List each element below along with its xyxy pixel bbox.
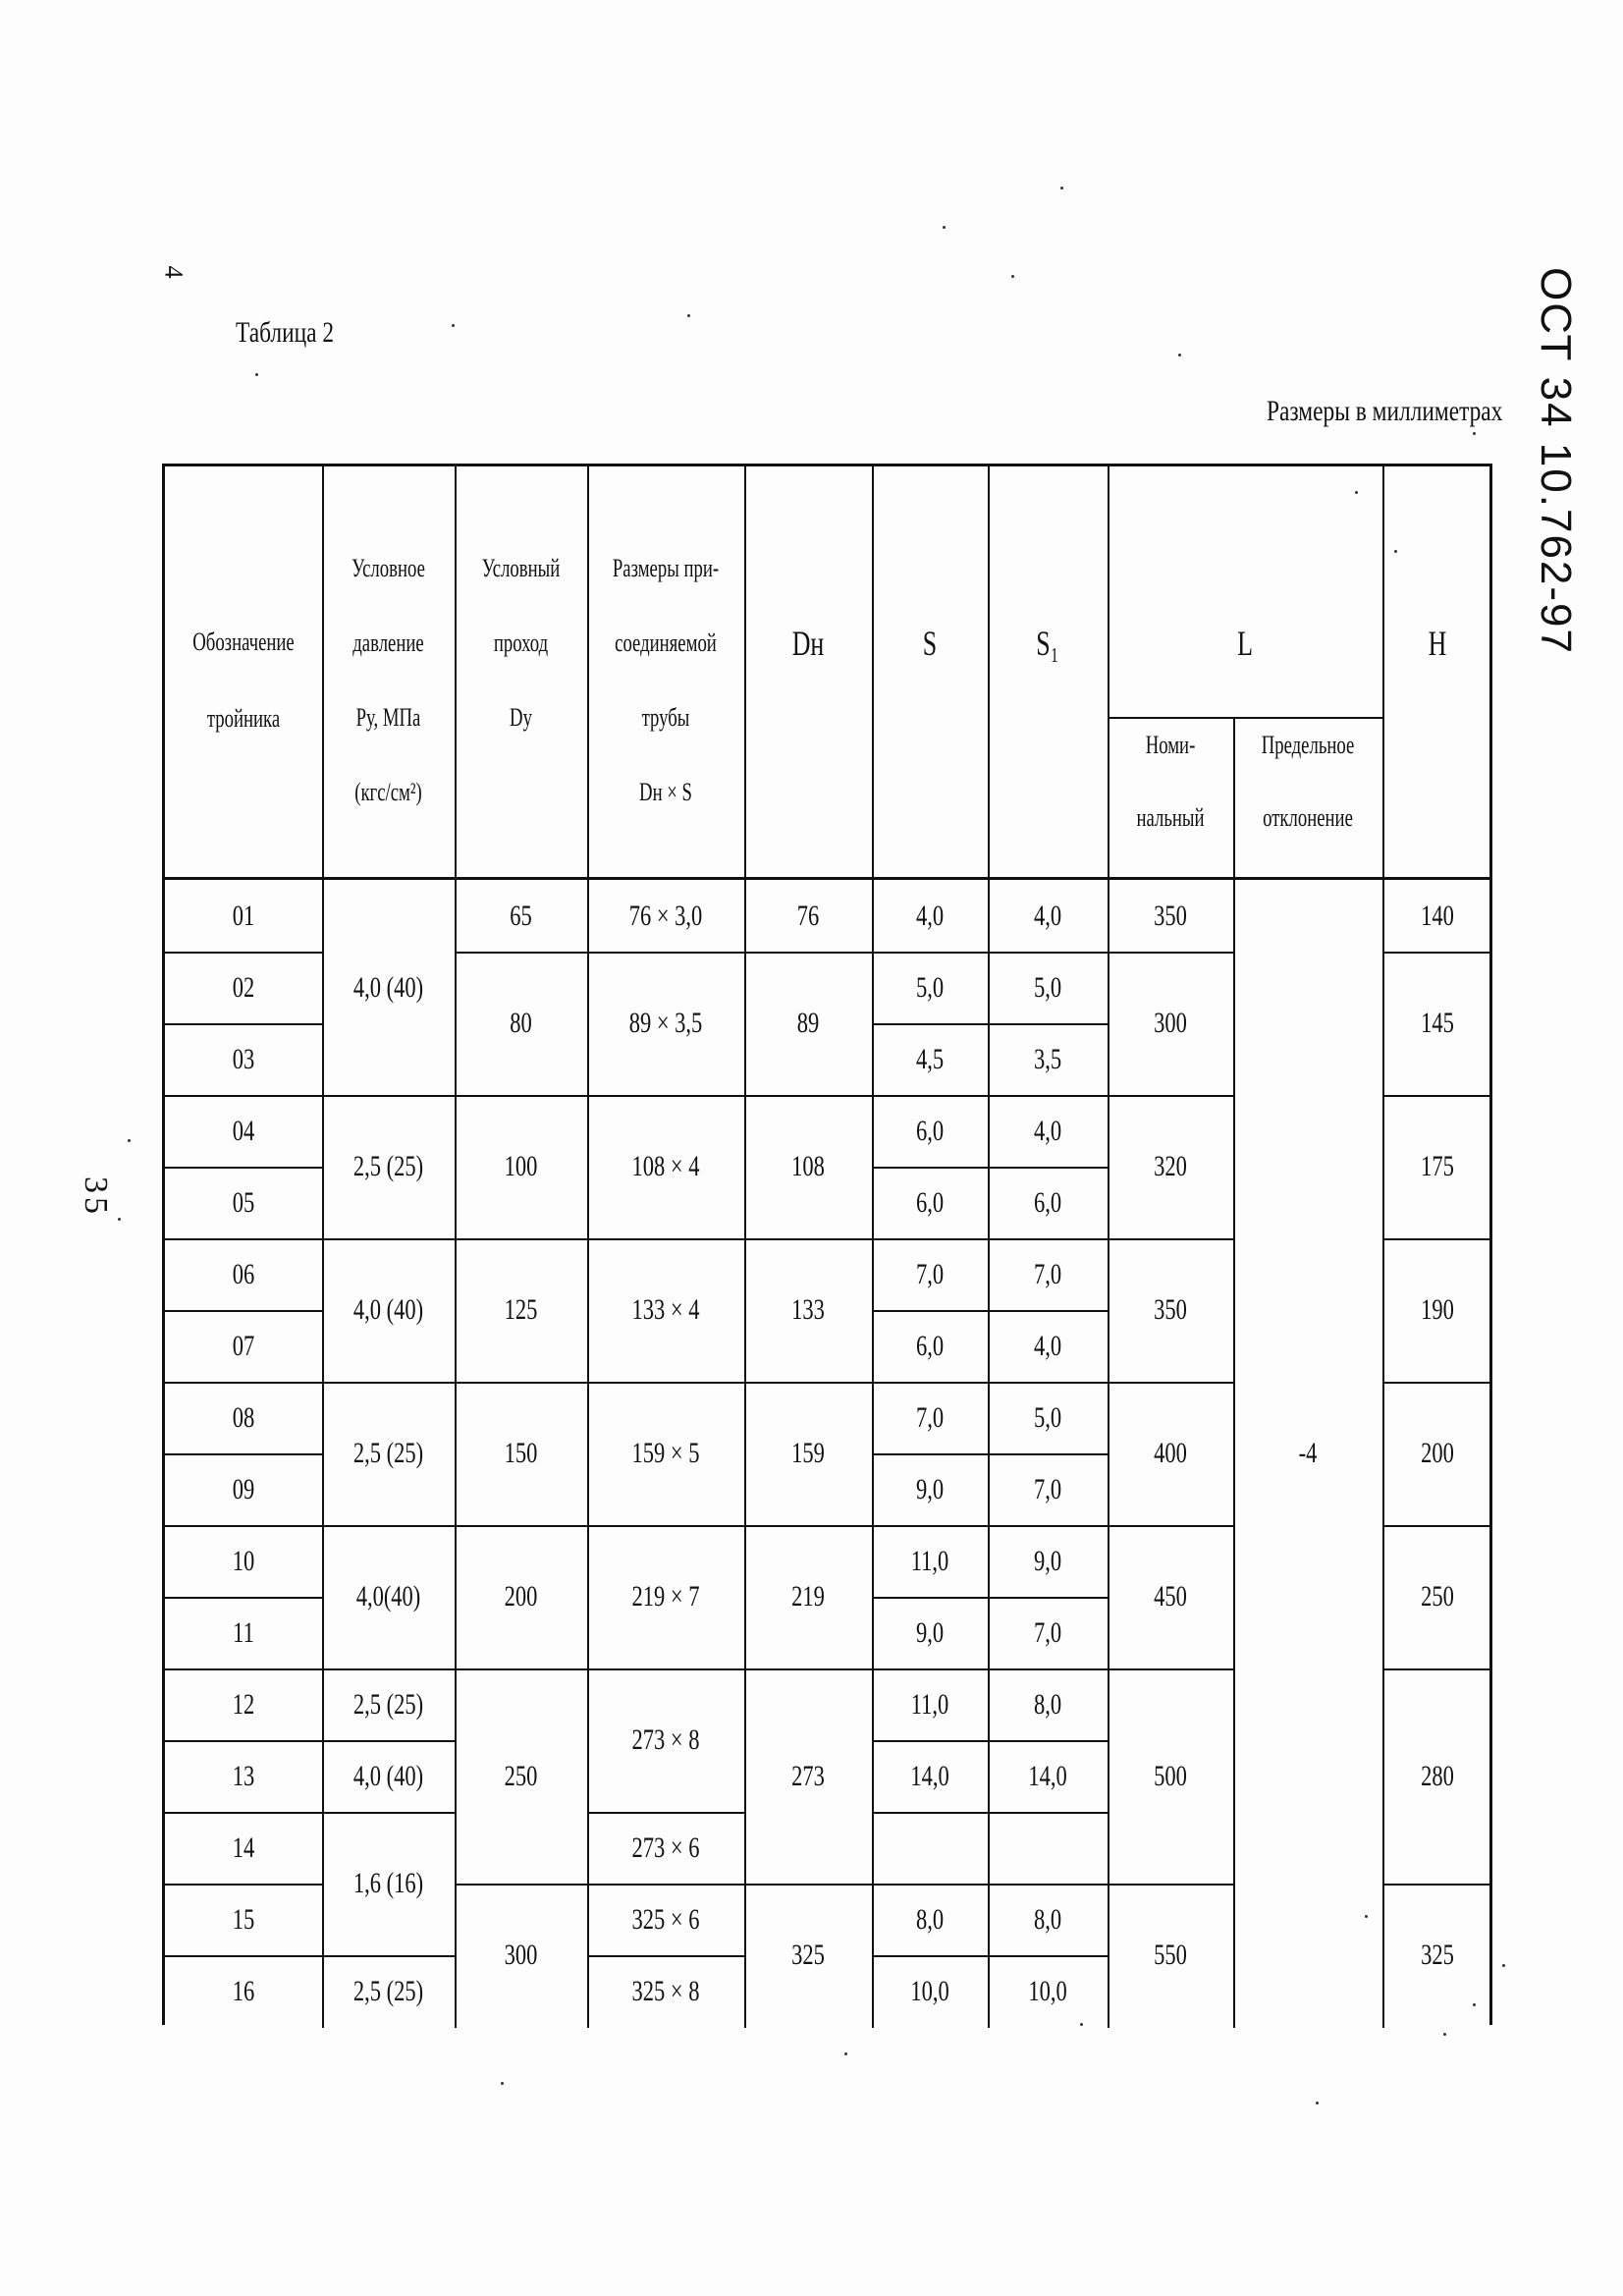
s-cell: 4,0 <box>915 899 945 932</box>
passage-cell: 300 <box>504 1939 538 1971</box>
l-nominal-cell: 320 <box>1154 1150 1187 1182</box>
s-cell: 6,0 <box>915 1329 945 1362</box>
dn-cell: 325 <box>791 1939 825 1971</box>
pressure-cell: 4,0 (40) <box>352 1759 424 1792</box>
dn-cell: 108 <box>791 1150 825 1182</box>
s-cell: 10,0 <box>910 1974 949 2007</box>
passage-cell: 125 <box>504 1293 538 1326</box>
pressure-cell: 4,0(40) <box>355 1580 421 1613</box>
s1-cell <box>1004 1813 1092 1884</box>
header-l: L <box>1237 624 1253 663</box>
scan-speck <box>943 226 946 229</box>
designation-cell: 13 <box>232 1759 255 1792</box>
designation-cell: 09 <box>232 1472 255 1505</box>
scan-speck <box>1316 2102 1319 2105</box>
header-dn: Dн <box>791 624 825 663</box>
header-designation: Обозначение тройника <box>192 628 295 733</box>
passage-cell: 150 <box>504 1437 538 1469</box>
designation-cell: 10 <box>232 1544 255 1577</box>
s1-cell: 9,0 <box>1033 1544 1062 1577</box>
h-cell: 280 <box>1421 1759 1454 1792</box>
scan-speck <box>1443 2033 1446 2036</box>
h-cell: 145 <box>1421 1007 1454 1039</box>
l-nominal-cell: 550 <box>1154 1939 1187 1971</box>
header-s1: S₁ <box>1036 624 1059 663</box>
h-cell: 200 <box>1421 1437 1454 1469</box>
pressure-cell: 4,0 (40) <box>352 1293 424 1326</box>
designation-cell: 16 <box>232 1974 255 2007</box>
pipe-size-cell: 159 × 5 <box>631 1437 700 1469</box>
page-number-top: 4 <box>159 265 189 279</box>
h-cell: 140 <box>1421 899 1454 932</box>
dn-cell: 76 <box>796 899 820 932</box>
pressure-cell: 2,5 (25) <box>352 1974 424 2007</box>
s-cell: 11,0 <box>910 1687 949 1721</box>
dn-cell: 133 <box>791 1293 825 1326</box>
s1-cell: 5,0 <box>1033 970 1062 1004</box>
s-cell: 5,0 <box>915 970 945 1004</box>
h-cell: 325 <box>1421 1939 1454 1971</box>
scan-speck <box>128 1139 131 1142</box>
pipe-size-cell: 108 × 4 <box>631 1150 700 1182</box>
s1-cell: 8,0 <box>1033 1687 1062 1721</box>
s1-cell: 6,0 <box>1033 1185 1062 1219</box>
header-l-tolerance: Предельное отклонение <box>1261 731 1355 832</box>
scan-speck <box>1365 1915 1368 1918</box>
dn-cell: 89 <box>796 1007 820 1039</box>
passage-cell: 250 <box>504 1759 538 1792</box>
designation-cell: 04 <box>232 1114 255 1147</box>
pipe-size-cell: 273 × 6 <box>631 1831 700 1864</box>
dn-cell: 159 <box>791 1437 825 1469</box>
l-nominal-cell: 450 <box>1154 1580 1187 1613</box>
designation-cell: 01 <box>232 899 255 932</box>
s-cell: 7,0 <box>915 1257 945 1290</box>
s1-cell: 7,0 <box>1033 1257 1062 1290</box>
pipe-size-cell: 89 × 3,5 <box>628 1007 703 1039</box>
designation-cell: 02 <box>232 970 255 1004</box>
scan-speck <box>1502 1964 1505 1967</box>
s-cell <box>888 1813 972 1884</box>
s1-cell: 3,5 <box>1033 1042 1062 1075</box>
scan-speck <box>1080 2023 1083 2026</box>
s-cell: 8,0 <box>915 1902 945 1936</box>
pipe-size-cell: 325 × 6 <box>631 1902 700 1936</box>
s1-cell: 7,0 <box>1033 1615 1062 1649</box>
scan-speck <box>118 1218 121 1221</box>
scan-speck <box>1011 275 1014 278</box>
s1-cell: 10,0 <box>1028 1974 1067 2007</box>
pipe-size-cell: 325 × 8 <box>631 1974 700 2007</box>
scan-speck <box>1473 2003 1476 2006</box>
header-pipe-size: Размеры при- соединяемой трубы Dн × S <box>612 554 720 806</box>
s1-cell: 14,0 <box>1028 1759 1067 1792</box>
s1-cell: 4,0 <box>1033 1329 1062 1362</box>
s1-cell: 4,0 <box>1033 899 1062 932</box>
pressure-cell: 2,5 (25) <box>352 1150 424 1182</box>
s1-cell: 8,0 <box>1033 1902 1062 1936</box>
designation-cell: 11 <box>233 1615 254 1649</box>
scan-speck <box>452 324 455 327</box>
l-tolerance-cell: -4 <box>1298 1437 1318 1469</box>
h-cell: 190 <box>1421 1293 1454 1326</box>
h-cell: 250 <box>1421 1580 1454 1613</box>
l-nominal-cell: 350 <box>1154 899 1187 932</box>
s-cell: 14,0 <box>910 1759 949 1792</box>
l-nominal-cell: 300 <box>1154 1007 1187 1039</box>
table-title: Таблица 2 <box>236 316 335 349</box>
scan-speck <box>255 373 258 376</box>
pressure-cell: 1,6 (16) <box>352 1867 424 1899</box>
s-cell: 9,0 <box>915 1615 945 1649</box>
l-nominal-cell: 400 <box>1154 1437 1187 1469</box>
dn-cell: 219 <box>791 1580 825 1613</box>
designation-cell: 14 <box>232 1831 255 1864</box>
pressure-cell: 4,0 (40) <box>352 970 424 1004</box>
scan-speck <box>1355 491 1358 494</box>
passage-cell: 80 <box>510 1007 532 1039</box>
scan-speck <box>1178 354 1181 356</box>
s-cell: 6,0 <box>915 1185 945 1219</box>
pressure-cell: 2,5 (25) <box>352 1437 424 1469</box>
l-nominal-cell: 500 <box>1154 1759 1187 1792</box>
s-cell: 6,0 <box>915 1114 945 1147</box>
page-number-side: 35 <box>78 1176 114 1218</box>
pipe-size-cell: 273 × 8 <box>631 1723 700 1756</box>
header-l-nominal: Номи- нальный <box>1136 731 1205 832</box>
designation-cell: 15 <box>232 1902 255 1936</box>
s1-cell: 5,0 <box>1033 1400 1062 1434</box>
header-h: H <box>1428 624 1447 663</box>
scan-speck <box>1473 432 1476 435</box>
designation-cell: 07 <box>232 1329 255 1362</box>
h-cell: 175 <box>1421 1150 1454 1182</box>
dimensions-table <box>162 464 1492 2025</box>
s-cell: 9,0 <box>915 1472 945 1505</box>
pipe-size-cell: 219 × 7 <box>631 1580 700 1613</box>
s1-cell: 7,0 <box>1033 1472 1062 1505</box>
scan-speck <box>1394 550 1397 553</box>
pressure-cell: 2,5 (25) <box>352 1687 424 1721</box>
header-pressure: Условное давление Ру, МПа (кгс/см²) <box>352 554 425 806</box>
scan-speck <box>844 2052 847 2055</box>
designation-cell: 06 <box>232 1257 255 1290</box>
l-nominal-cell: 350 <box>1154 1293 1187 1326</box>
passage-cell: 200 <box>504 1580 538 1613</box>
header-passage: Условный проход Dу <box>481 554 561 732</box>
s-cell: 4,5 <box>915 1042 945 1075</box>
designation-cell: 03 <box>232 1042 255 1075</box>
pipe-size-cell: 76 × 3,0 <box>628 899 703 932</box>
dn-cell: 273 <box>791 1759 825 1792</box>
scan-speck <box>687 314 690 317</box>
s-cell: 11,0 <box>910 1544 949 1577</box>
scan-speck <box>501 2082 504 2085</box>
designation-cell: 05 <box>232 1185 255 1219</box>
passage-cell: 65 <box>510 899 532 932</box>
scan-speck <box>1060 187 1063 190</box>
designation-cell: 12 <box>232 1687 255 1721</box>
passage-cell: 100 <box>504 1150 538 1182</box>
s-cell: 7,0 <box>915 1400 945 1434</box>
pipe-size-cell: 133 × 4 <box>631 1293 700 1326</box>
designation-cell: 08 <box>232 1400 255 1434</box>
document-code: ОСТ 34 10.762-97 <box>1532 267 1580 655</box>
s1-cell: 4,0 <box>1033 1114 1062 1147</box>
header-s: S <box>922 624 938 663</box>
units-note: Размеры в миллиметрах <box>1267 395 1503 427</box>
